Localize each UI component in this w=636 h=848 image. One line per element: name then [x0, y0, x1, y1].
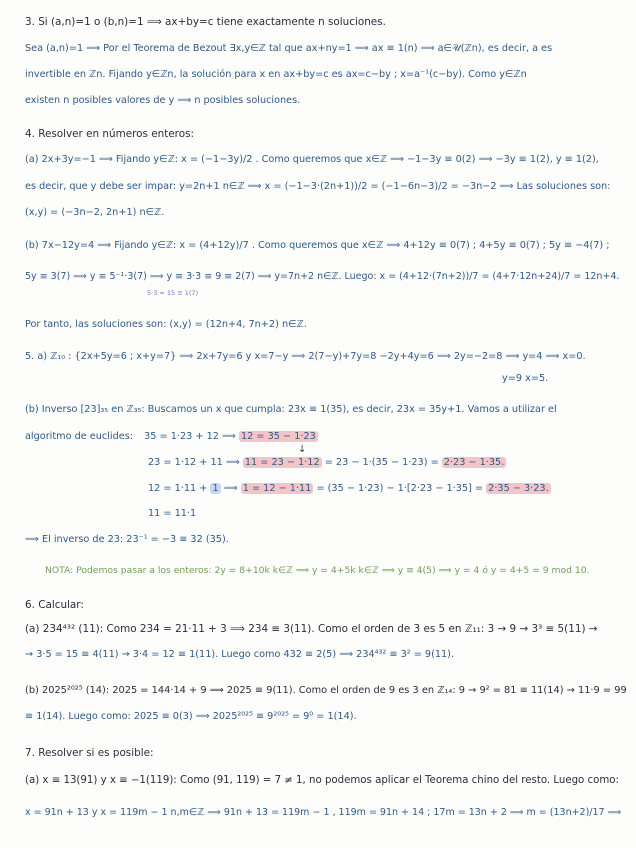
- euclid-intro: algoritmo de euclides:: [25, 431, 134, 442]
- section-7a-line-1: (a) x ≡ 13(91) y x ≡ −1(119): Como (91, 119) = 7 ≠ 1, no podemos aplicar el Teorema chino del resto. Luego como:: [25, 775, 619, 786]
- section-6b-line-1: (b) 2025²⁰²⁵ (14): 2025 = 144·14 + 9 ⟹ 2025 ≡ 9(11). Como el orden de 9 es 3 en ℤ₁₄: 9 → 9² = 81 ≡ 11(14) → 11·9 = 99: [25, 685, 627, 696]
- euclid-step-2-result: 2·23 − 1·35.: [443, 457, 505, 468]
- euclid-line-4: 11 = 11·1: [148, 508, 197, 519]
- section-4b-side-note: 5·3 = 15 ≡ 1(7): [147, 289, 199, 297]
- section-7-heading: 7. Resolver si es posible:: [25, 747, 154, 759]
- euclid-step-2-highlight: 11 = 23 − 1·12: [244, 457, 320, 468]
- euclid-line-3: [148, 484, 551, 494]
- section-6a-line-1: (a) 234⁴³² (11): Como 234 = 21·11 + 3 ⟹ 234 ≡ 3(11). Como el orden de 3 es 5 en ℤ₁₁: 3 → 9 → 3³ ≡ 5(11) →: [25, 623, 598, 635]
- euclid-implies: ⟹: [223, 483, 238, 494]
- section-3-line-1: Sea (a,n)=1 ⟹ Por el Teorema de Bezout ∃x,y∈ℤ tal que ax+ny=1 ⟹ ax ≡ 1(n) ⟹ a∈𝒰(ℤn), es decir, a es: [25, 43, 553, 54]
- section-4b-line-1: (b) 7x−12y=4 ⟹ Fijando y∈ℤ: x = (4+12y)/7 . Como queremos que x∈ℤ ⟹ 4+12y ≡ 0(7) ; 4+5y ≡ 0(7) ; 5y ≡ −4(7) ;: [25, 240, 610, 251]
- section-5a-line-2: y=9 x=5.: [502, 373, 549, 384]
- euclid-remainder-highlight: 1: [212, 483, 219, 494]
- down-arrow-icon: ↓: [298, 444, 307, 455]
- section-6-heading: 6. Calcular:: [25, 599, 84, 611]
- euclid-step-1-highlight: 12 = 35 − 1·23: [240, 431, 316, 442]
- section-4a-line-1: (a) 2x+3y=−1 ⟹ Fijando y∈ℤ: x = (−1−3y)/2 . Como queremos que x∈ℤ ⟹ −1−3y ≡ 0(2) ⟹ −3y ≡ 1(2), y ≡ 1(2),: [25, 154, 599, 165]
- section-3-line-2: invertible en ℤn. Fijando y∈ℤn, la solución para x en ax+by=c es ax=c−by ; x=a⁻¹(c−by). Como y∈ℤn: [25, 69, 527, 80]
- section-4b-line-2: 5y ≡ 3(7) ⟹ y ≡ 5⁻¹·3(7) ⟹ y ≡ 3·3 ≡ 9 ≡ 2(7) ⟹ y=7n+2 n∈ℤ. Luego: x = (4+12·(7n+2))/7 = (4+7·12n+24)/7 = 12n+4.: [25, 271, 620, 282]
- section-3-line-3: existen n posibles valores de y ⟹ n posibles soluciones.: [25, 95, 301, 106]
- euclid-step-3-substitution: = (35 − 1·23) − 1·[2·23 − 1·35] =: [316, 483, 484, 494]
- section-5b-line-1: (b) Inverso [23]₃₅ en ℤ₃₅: Buscamos un x que cumpla: 23x ≡ 1(35), es decir, 23x = 35y+1. Vamos a utilizar el: [25, 404, 557, 415]
- euclid-line-2: [148, 458, 506, 468]
- section-4b-line-3: Por tanto, las soluciones son: (x,y) = (12n+4, 7n+2) n∈ℤ.: [25, 319, 307, 330]
- euclid-step-3: 12 = 1·11 +: [148, 483, 208, 494]
- section-6a-line-2: → 3·5 = 15 ≡ 4(11) → 3·4 = 12 ≡ 1(11). Luego como 432 ≡ 2(5) ⟹ 234⁴³² ≡ 3² = 9(11).: [25, 649, 455, 660]
- section-4a-line-2: es decir, que y debe ser impar: y=2n+1 n∈ℤ ⟹ x = (−1−3·(2n+1))/2 = (−1−6n−3)/2 = −3n−2 ⟹ Las soluciones son:: [25, 181, 611, 192]
- nota-line: NOTA: Podemos pasar a los enteros: 2y = 8+10k k∈ℤ ⟹ y = 4+5k k∈ℤ ⟹ y ≡ 4(5) ⟹ y = 4 ó y = 4+5 = 9 mod 10.: [45, 565, 590, 576]
- section-7a-line-2: x = 91n + 13 y x = 119m − 1 n,m∈ℤ ⟹ 91n + 13 = 119m − 1 , 119m = 91n + 14 ; 17m = 13n + 2 ⟹ m = (13n+2)/17 ⟹: [25, 807, 622, 818]
- euclid-step-1: 35 = 1·23 + 12 ⟹: [144, 431, 236, 442]
- section-4-heading: 4. Resolver en números enteros:: [25, 128, 194, 140]
- euclid-step-2-substitution: = 23 − 1·(35 − 1·23) =: [324, 457, 439, 468]
- euclid-step-3-highlight: 1 = 12 − 1·11: [242, 483, 312, 494]
- section-3-heading: 3. Si (a,n)=1 o (b,n)=1 ⟹ ax+by=c tiene exactamente n soluciones.: [25, 16, 386, 28]
- section-5a-line-1: 5. a) ℤ₁₀ : {2x+5y=6 ; x+y=7} ⟹ 2x+7y=6 y x=7−y ⟹ 2(7−y)+7y=8 −2y+4y=6 ⟹ 2y=−2=8 ⟹ y=4 ⟹ x=0.: [25, 351, 586, 362]
- euclid-step-2: 23 = 1·12 + 11 ⟹: [148, 457, 240, 468]
- inverse-result: ⟹ El inverso de 23: 23⁻¹ = −3 ≡ 32 (35).: [25, 534, 229, 545]
- section-4a-line-3: (x,y) = (−3n−2, 2n+1) n∈ℤ.: [25, 207, 165, 218]
- euclid-line-1: [25, 432, 318, 442]
- euclid-step-3-result: 2·35 − 3·23.: [488, 483, 549, 494]
- section-6b-line-2: ≡ 1(14). Luego como: 2025 ≡ 0(3) ⟹ 2025²⁰²⁵ ≡ 9²⁰²⁵ = 9⁰ = 1(14).: [25, 711, 357, 722]
